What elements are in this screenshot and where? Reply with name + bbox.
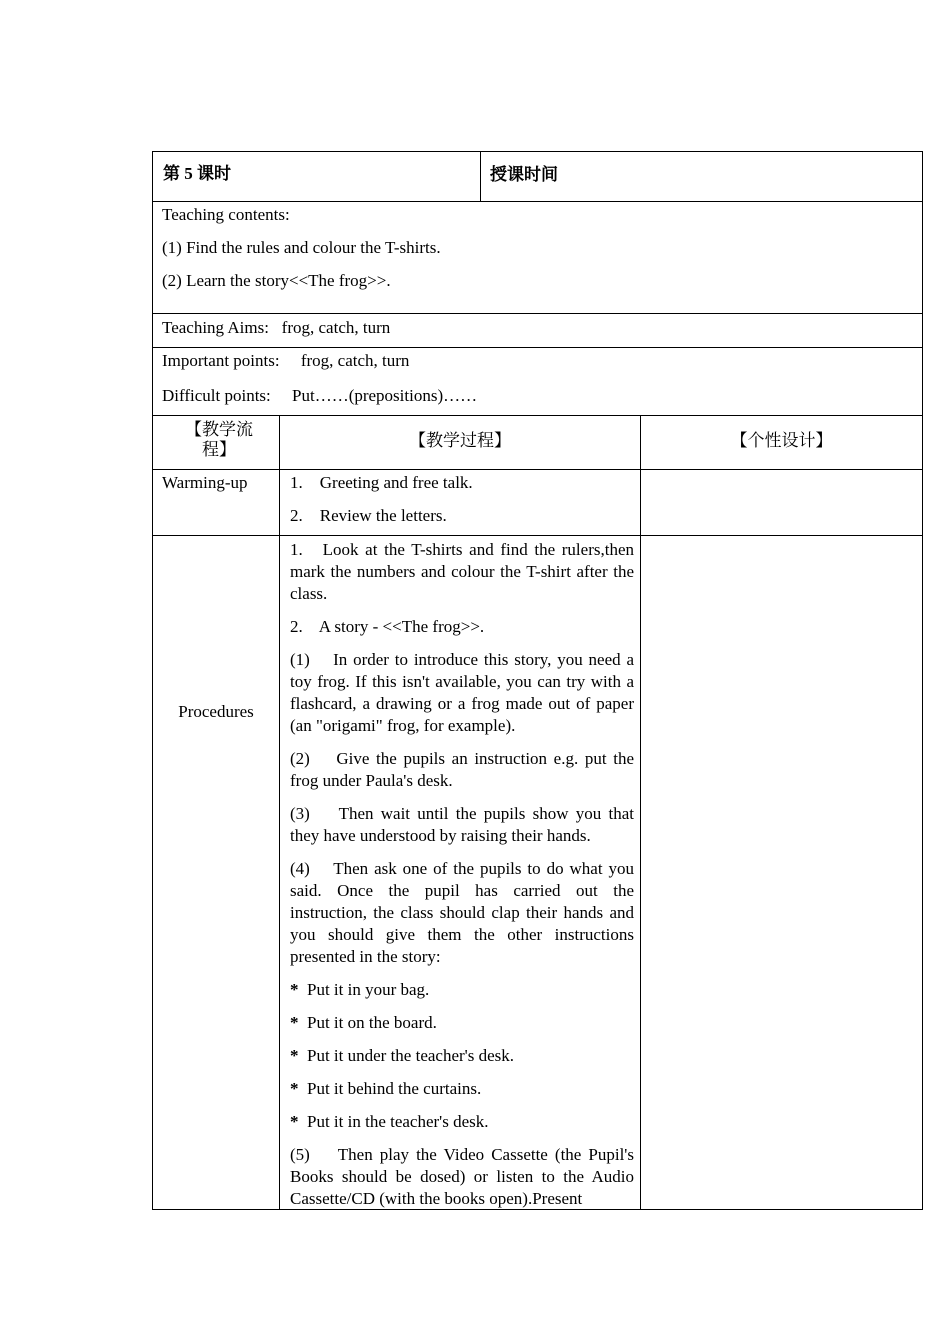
instruction-bullet	[290, 1012, 634, 1034]
contents-item: (2) Learn the story<<The frog>>.	[162, 271, 391, 290]
bullet-star: *	[290, 1046, 299, 1065]
points-row	[152, 347, 923, 415]
class-time-label: 授课时间	[490, 165, 558, 184]
divider	[480, 152, 481, 201]
bullet-text: Put it in your bag.	[307, 980, 430, 999]
procedure-paragraph: (1) In order to introduce this story, you need a toy frog. If this isn't available, you can try with a flashcard, a drawing or a frog made out of paper (an "origami" frog, for example).	[290, 650, 639, 735]
divider	[279, 536, 280, 1209]
procedure-paragraph: (3) Then wait until the pupils show you that they have understood by raising their hands.	[290, 804, 639, 845]
bullet-star: *	[290, 980, 299, 999]
bullet-text: Put it under the teacher's desk.	[307, 1046, 515, 1065]
warmup-step: 2. Review the letters.	[290, 506, 447, 525]
instruction-bullet	[290, 1078, 634, 1100]
design-header: 【个性设计】	[730, 431, 833, 450]
process-header: 【教学过程】	[409, 431, 511, 450]
procedure-paragraph: 1. Look at the T-shirts and find the rulers,then mark the numbers and colour the T-shirt after the class.	[290, 540, 639, 603]
bullet-star: *	[290, 1112, 299, 1131]
difficult-points: Difficult points: Put……(prepositions)……	[162, 386, 478, 405]
procedure-paragraph: (2) Give the pupils an instruction e.g. put the frog under Paula's desk.	[290, 749, 639, 790]
flow-header: 【教学流程】	[185, 420, 253, 459]
bullet-star: *	[290, 1013, 299, 1032]
contents-title: Teaching contents:	[162, 205, 290, 224]
lesson-plan-table	[152, 151, 923, 1209]
procedures-content	[290, 539, 639, 1210]
procedures-row	[152, 535, 923, 1210]
divider	[640, 536, 641, 1209]
important-points: Important points: frog, catch, turn	[162, 351, 410, 370]
instruction-bullet	[290, 979, 634, 1001]
column-header-row	[152, 415, 923, 469]
procedure-paragraph: (4) Then ask one of the pupils to do what you said. Once the pupil has carried out the instruction, the class should clap their hands and you should give them the other instructions presented in the story:	[290, 859, 639, 966]
instruction-bullet	[290, 1045, 634, 1067]
contents-row	[152, 201, 923, 313]
bullet-text: Put it on the board.	[307, 1013, 437, 1032]
lesson-number: 第 5 课时	[163, 164, 231, 183]
warmup-row	[152, 469, 923, 535]
bullet-star: *	[290, 1079, 299, 1098]
procedure-paragraph: 2. A story - <<The frog>>.	[290, 617, 485, 636]
bullet-text: Put it in the teacher's desk.	[307, 1112, 489, 1131]
procedures-label: Procedures	[178, 702, 254, 721]
header-row	[152, 151, 923, 201]
divider	[640, 470, 641, 535]
instruction-bullet	[290, 1111, 634, 1133]
procedure-paragraph: (5) Then play the Video Cassette (the Pupil's Books should be dosed) or listen to the Audio Cassette/CD (with the books open).Present	[290, 1145, 639, 1208]
aims-row	[152, 313, 923, 347]
bullet-text: Put it behind the curtains.	[307, 1079, 482, 1098]
warmup-label: Warming-up	[162, 473, 248, 492]
contents-item: (1) Find the rules and colour the T-shirts.	[162, 238, 441, 257]
teaching-aims: Teaching Aims: frog, catch, turn	[162, 318, 391, 337]
divider	[279, 470, 280, 535]
warmup-step: 1. Greeting and free talk.	[290, 473, 473, 492]
